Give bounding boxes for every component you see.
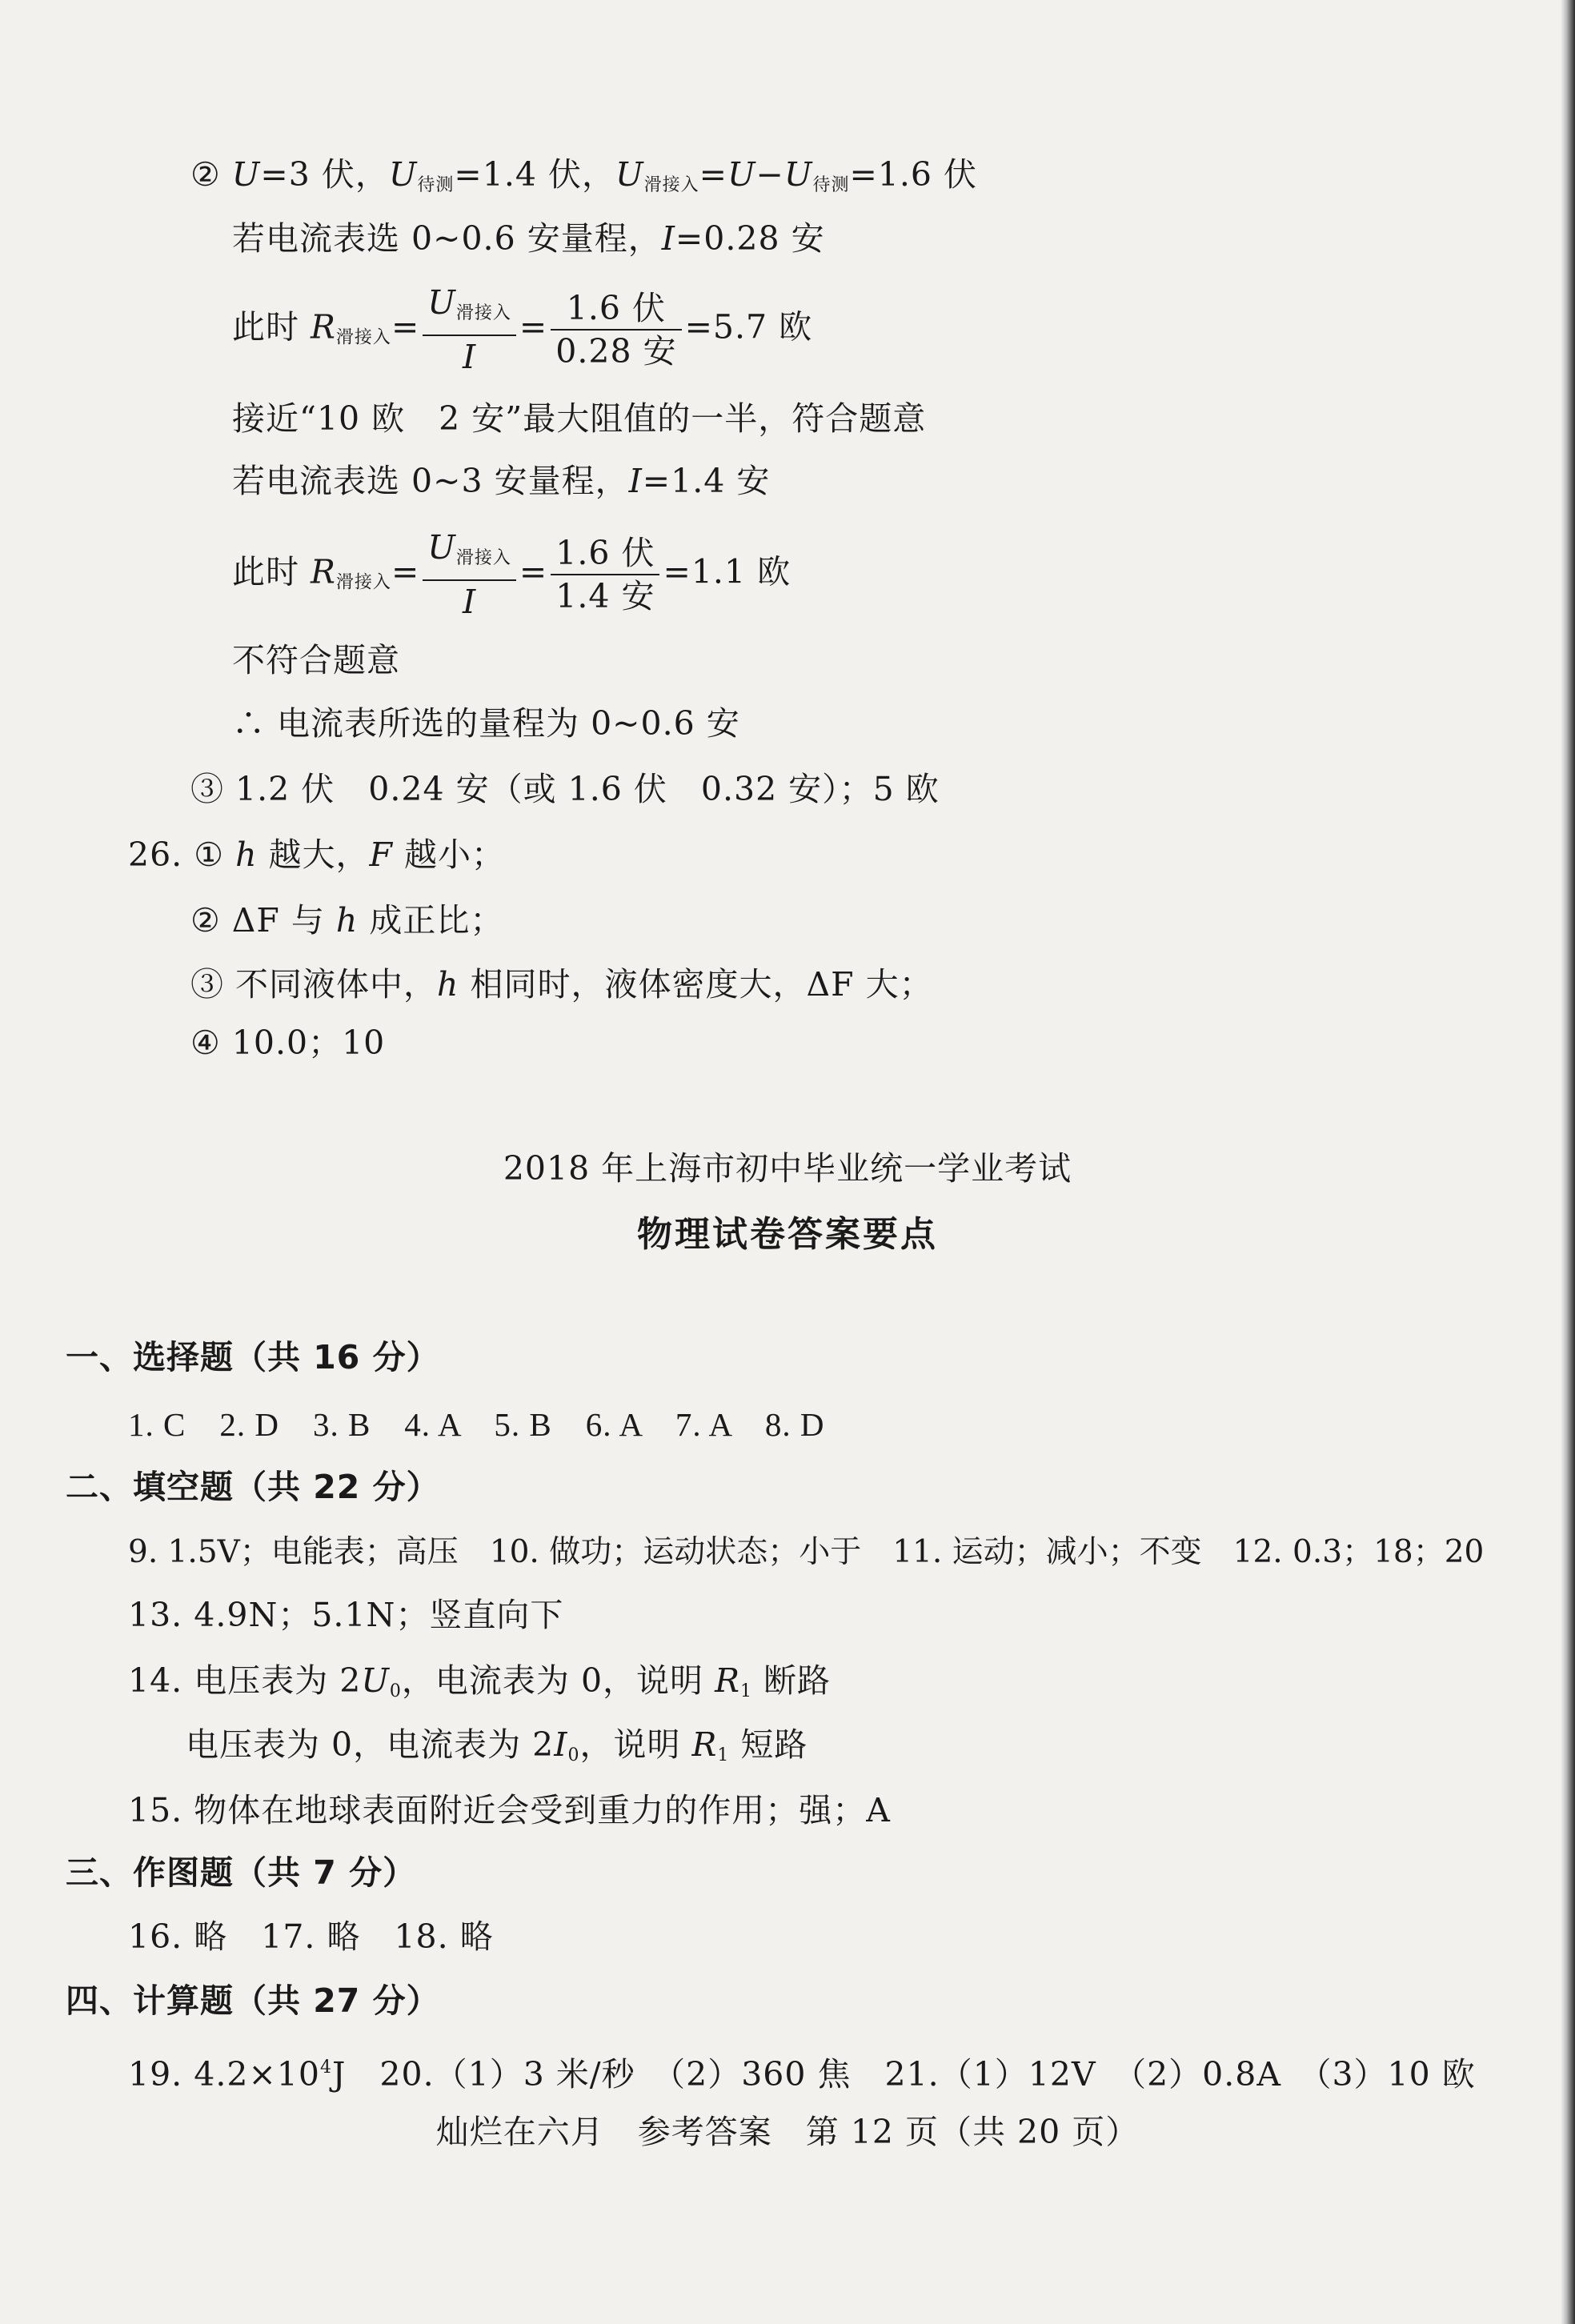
section-2-line-2: 13. 4.9N；5.1N；竖直向下 [128, 1596, 564, 1634]
q26-answer-4: ④ 10.0；10 [190, 1024, 386, 1062]
exam-subtitle: 物理试卷答案要点 [637, 1214, 938, 1255]
fraction-values-1: $\frac{\text{1.6 伏}}{\text{0.28 安}}$ [551, 287, 681, 372]
section-4-heading: 四、计算题（共 27 分） [66, 1981, 440, 2020]
section-1-answers: 1. C 2. D 3. B 4. A 5. B 6. A 7. A 8. D [128, 1406, 825, 1443]
fraction-values-2: $\frac{\text{1.6 伏}}{\text{1.4 安}}$ [551, 532, 659, 617]
section-2-line-1: 9. 1.5V；电能表；高压 10. 做功；运动状态；小于 11. 运动；减小；不变 12. 0.3；18；20 [128, 1534, 1485, 1570]
q26-answer-1: 26. ① h 越大，F 越小； [128, 835, 506, 874]
section-3-heading: 三、作图题（共 7 分） [66, 1853, 417, 1892]
q25-resistance-calc-1: 此时 $R_{滑接入}=$ $\frac{U_{滑接入}}{I}$ = $\frac{\text{1.6 伏}}{\text{0.28 安}}$ =5.7 欧 [232, 283, 813, 376]
q25-part3: ③ 1.2 伏 0.24 安（或 1.6 伏 0.32 安）；5 欧 [190, 770, 940, 808]
q26-answer-2: ② ΔF 与 h 成正比； [190, 901, 504, 940]
section-2-line-3: 14. 电压表为 $2U_0$，电流表为 0，说明 $R_1$ 断路 [128, 1661, 831, 1701]
page-footer: 灿烂在六月 参考答案 第 12 页（共 20 页） [435, 2113, 1140, 2151]
section-2-heading: 二、填空题（共 22 分） [66, 1468, 440, 1506]
section-3-answers: 16. 略 17. 略 18. 略 [128, 1917, 494, 1956]
section-1-heading: 一、选择题（共 16 分） [66, 1338, 440, 1376]
q25-not-match: 不符合题意 [232, 641, 400, 679]
q26-answer-3: ③ 不同液体中，h 相同时，液体密度大，ΔF 大； [190, 965, 933, 1004]
q25-range-06-line: 若电流表选 0~0.6 安量程，I=0.28 安 [232, 219, 825, 258]
q25-therefore: ∴ 电流表所选的量程为 0~0.6 安 [232, 704, 740, 743]
q25-conclusion-1: 接近“10 欧 2 安”最大阻值的一半，符合题意 [232, 399, 927, 438]
q25-range-3-line: 若电流表选 0~3 安量程，I=1.4 安 [232, 462, 771, 500]
section-2-line-4: 电压表为 0，电流表为 $2I_0$，说明 $R_1$ 短路 [186, 1725, 808, 1765]
exam-title: 2018 年上海市初中毕业统一学业考试 [503, 1149, 1072, 1188]
section-4-answers: 19. $4.2\times 10^4J$ 20.（1）3 米/秒 （2）360 焦 21.（1）12V （2）0.8A （3）10 欧 [128, 2055, 1476, 2094]
q25-part2-line1: ② U=3 伏，$U_{待测}=1.4$ 伏，$U_{滑接入}=U-U_{待测}=1.6$ 伏 [190, 155, 978, 195]
fraction-u-over-i: $\frac{U_{滑接入}}{I}$ [423, 282, 516, 378]
section-2-line-5: 15. 物体在地球表面附近会受到重力的作用；强；A [128, 1791, 891, 1829]
q25-resistance-calc-2: 此时 $R_{滑接入}=$ $\frac{U_{滑接入}}{I}$ = $\frac{\text{1.6 伏}}{\text{1.4 安}}$ =1.1 欧 [232, 528, 792, 621]
fraction-u-over-i-2: $\frac{U_{滑接入}}{I}$ [423, 527, 516, 623]
